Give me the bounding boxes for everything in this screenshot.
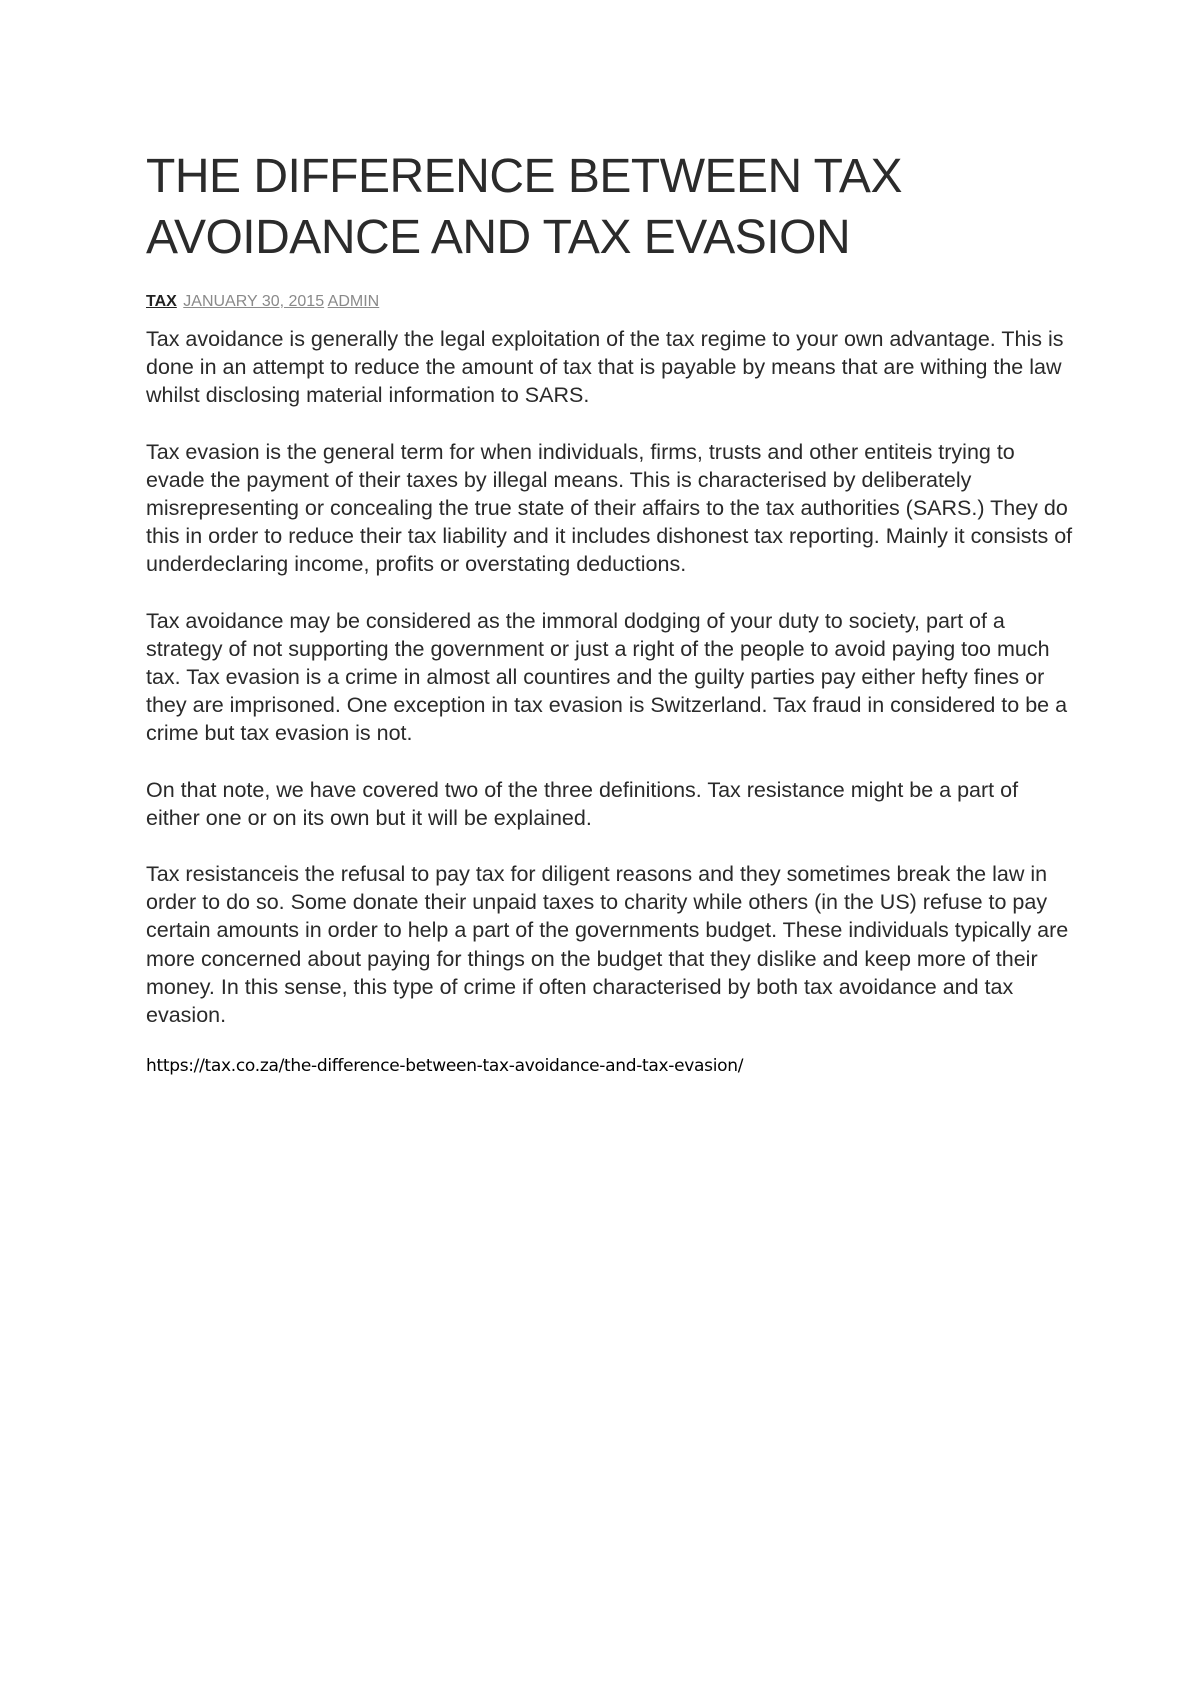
paragraph-tax-avoidance: Tax avoidance is generally the legal exploitation of the tax regime to your own advantage. This is done in an attempt to reduce the amount of tax that is payable by means that are withing the law whilst disclosing material information to SARS. [146, 327, 1064, 408]
author-link[interactable]: ADMIN [327, 293, 380, 310]
document-page [146, 146, 1076, 1077]
paragraph-note: On that note, we have covered two of the three definitions. Tax resistance might be a part of either one or on its own but it will be explained. [146, 777, 1019, 830]
category-link[interactable]: TAX [146, 293, 177, 310]
source-url[interactable]: https://tax.co.za/the-difference-between-tax-avoidance-and-tax-evasion/ [146, 1056, 744, 1077]
paragraph-tax-evasion: Tax evasion is the general term for when individuals, firms, trusts and other entiteis trying to evade the payment of their taxes by illegal means. This is characterised by deliberately misrepresenting or concealing the true state of their affairs to the tax authorities (SARS.) They do this in order to reduce their tax liability and it includes dishonest tax reporting. Mainly it consists of underdeclaring income, profits or overstating deductions. [146, 439, 1073, 577]
paragraph-tax-resistance: Tax resistanceis the refusal to pay tax for diligent reasons and they sometimes break the law in order to do so. Some donate their unpaid taxes to charity while others (in the US) refuse to pay certain amounts in order to help a part of the governments budget. These individuals typically are more concerned about paying for things on the budget that they dislike and keep more of their money. In this sense, this type of crime if often characterised by both tax avoidance and tax evasion. [146, 862, 1069, 1028]
date-link[interactable]: JANUARY 30, 2015 [183, 293, 325, 310]
article-title: THE DIFFERENCE BETWEEN TAX AVOIDANCE AND TAX EVASION [146, 150, 902, 264]
paragraph-comparison: Tax avoidance may be considered as the immoral dodging of your duty to society, part of a strategy of not supporting the government or just a right of the people to avoid paying too much tax. Tax evasion is a crime in almost all countires and the guilty parties pay either hefty fines or they are imprisoned. One exception in tax evasion is Switzerland. Tax fraud in considered to be a crime but tax evasion is not. [146, 608, 1068, 746]
article-meta [146, 292, 1076, 312]
